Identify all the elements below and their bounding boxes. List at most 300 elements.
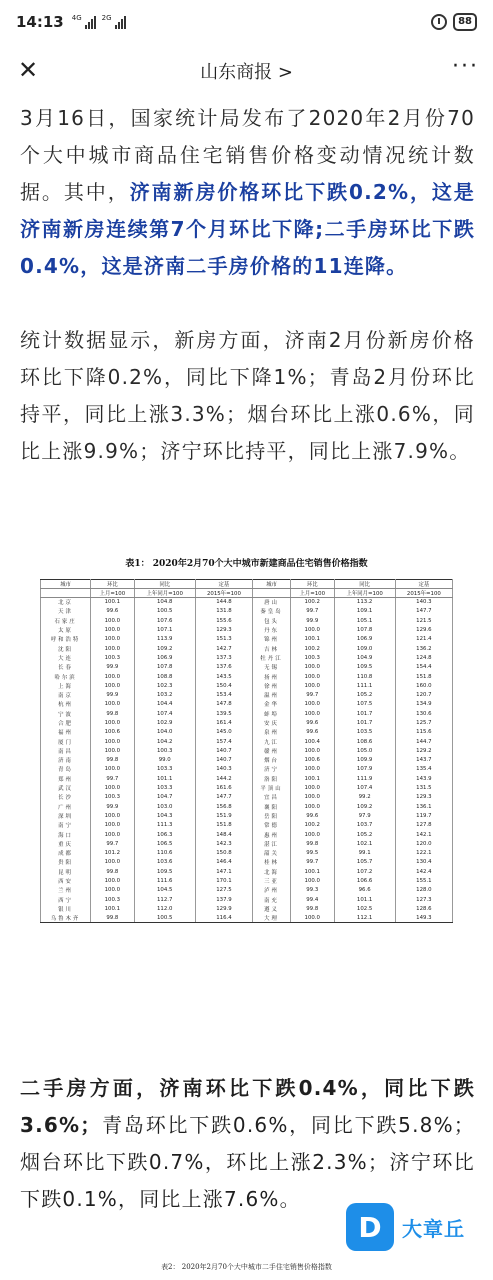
battery-icon: 88 (453, 13, 477, 31)
table-cell: 烟台 (253, 756, 291, 765)
table-cell: 100.2 (290, 644, 334, 653)
table-cell: 100.1 (91, 598, 135, 607)
table-cell: 143.7 (395, 756, 452, 765)
table-row (41, 849, 453, 858)
table-cell: 106.9 (134, 653, 195, 662)
logo-badge-icon: D (346, 1203, 394, 1251)
table-row (41, 811, 453, 820)
table-cell: 129.2 (395, 746, 452, 755)
table-body (41, 598, 453, 923)
table-cell: 郑州 (41, 774, 91, 783)
table-cell: 127.8 (395, 821, 452, 830)
table-cell: 115.6 (395, 728, 452, 737)
table-cell: 109.2 (134, 644, 195, 653)
table-cell: 146.4 (195, 858, 252, 867)
price-index-table (40, 579, 453, 923)
table-cell: 111.1 (334, 681, 395, 690)
table-header-cell: 同比 (334, 580, 395, 589)
table-cell: 121.4 (395, 635, 452, 644)
table-cell: 沈阳 (41, 644, 91, 653)
table-cell: 129.6 (395, 625, 452, 634)
table-cell: 天津 (41, 607, 91, 616)
table-cell: 147.7 (395, 607, 452, 616)
table-cell: 107.9 (334, 765, 395, 774)
table-subheader-cell: 上年同月=100 (334, 589, 395, 598)
article-body (20, 100, 475, 470)
table-cell: 106.5 (134, 839, 195, 848)
table-cell: 99.3 (290, 886, 334, 895)
table-cell: 西宁 (41, 895, 91, 904)
table-cell: 139.5 (195, 709, 252, 718)
table-cell: 常德 (253, 821, 291, 830)
table-cell: 104.8 (134, 598, 195, 607)
table-cell: 120.7 (395, 690, 452, 699)
table-cell: 100.3 (134, 746, 195, 755)
table-cell: 170.1 (195, 876, 252, 885)
table-row (41, 774, 453, 783)
table-cell: 成都 (41, 849, 91, 858)
table-cell: 109.1 (334, 607, 395, 616)
table-cell: 134.9 (395, 700, 452, 709)
table-row (41, 681, 453, 690)
table-cell: 142.7 (195, 644, 252, 653)
table-cell: 105.7 (334, 858, 395, 867)
table-cell: 青岛 (41, 765, 91, 774)
table-cell: 108.8 (134, 672, 195, 681)
table-cell: 99.7 (91, 839, 135, 848)
nav-bar (0, 44, 493, 96)
table-cell: 100.3 (290, 653, 334, 662)
table-cell: 大连 (41, 653, 91, 662)
table-cell: 温州 (253, 690, 291, 699)
table-cell: 99.9 (290, 616, 334, 625)
alarm-icon (431, 14, 447, 30)
table-cell: 144.7 (395, 737, 452, 746)
table-cell: 100.0 (91, 616, 135, 625)
table-cell: 109.5 (134, 867, 195, 876)
table-cell: 100.5 (134, 607, 195, 616)
paragraph-1 (20, 100, 475, 285)
table-cell: 100.0 (290, 876, 334, 885)
table-cell: 唐山 (253, 598, 291, 607)
table-cell: 北海 (253, 867, 291, 876)
table-cell: 128.0 (395, 886, 452, 895)
table-cell: 103.5 (334, 728, 395, 737)
table-cell: 137.9 (195, 895, 252, 904)
table-cell: 平顶山 (253, 783, 291, 792)
table-cell: 137.6 (195, 663, 252, 672)
table-subheader-cell: 上年同月=100 (134, 589, 195, 598)
table-cell: 137.3 (195, 653, 252, 662)
table-cell: 100.4 (290, 737, 334, 746)
table-cell: 100.0 (290, 914, 334, 923)
table-cell: 99.9 (91, 802, 135, 811)
table-cell: 99.9 (91, 663, 135, 672)
table-cell: 100.1 (290, 867, 334, 876)
paragraph-2: 统计数据显示，新房方面，济南2月份新房价格环比下降0.2%，同比下降1%；青岛2月份环比持平，同比上涨3.3%；烟台环比上涨0.6%，同比上涨9.9%；济宁环比持平，同比上涨7.9%。 (20, 328, 475, 463)
table-row (41, 690, 453, 699)
account-title-link[interactable]: 山东商报 > (200, 62, 293, 83)
table-cell: 厦门 (41, 737, 91, 746)
table-cell: 113.9 (134, 635, 195, 644)
table-cell: 121.5 (395, 616, 452, 625)
table-cell: 贵阳 (41, 858, 91, 867)
table-cell: 100.0 (91, 821, 135, 830)
table-cell: 109.9 (334, 756, 395, 765)
table-cell: 100.0 (91, 644, 135, 653)
table-cell: 147.1 (195, 867, 252, 876)
table-cell: 144.2 (195, 774, 252, 783)
table-cell: 104.9 (334, 653, 395, 662)
table-cell: 107.8 (334, 625, 395, 634)
table-cell: 142.3 (195, 839, 252, 848)
table-cell: 119.7 (395, 811, 452, 820)
table-cell: 147.7 (195, 793, 252, 802)
table-cell: 101.2 (91, 849, 135, 858)
table-cell: 151.8 (195, 821, 252, 830)
table-row (41, 672, 453, 681)
table-row (41, 858, 453, 867)
table-cell: 100.0 (91, 858, 135, 867)
table-1-title: 表1： 2020年2月70个大中城市新建商品住宅销售价格指数 (125, 559, 368, 569)
table-cell: 上海 (41, 681, 91, 690)
table-cell: 100.0 (290, 746, 334, 755)
table-cell: 100.0 (290, 672, 334, 681)
table-cell: 100.3 (91, 653, 135, 662)
table-cell: 107.1 (134, 625, 195, 634)
table-cell: 104.5 (134, 886, 195, 895)
status-time: 14:13 (16, 13, 64, 31)
table-cell: 129.3 (395, 793, 452, 802)
paragraph-3-text-a: 二手房方面，济南环比下跌0.4%，同比下跌3.6%； (20, 1076, 475, 1137)
table-cell: 100.1 (290, 635, 334, 644)
table-cell: 遵义 (253, 904, 291, 913)
table-cell: 111.6 (134, 876, 195, 885)
table-cell: 111.9 (334, 774, 395, 783)
table-cell: 福州 (41, 728, 91, 737)
table-cell: 99.8 (290, 839, 334, 848)
table-cell: 银川 (41, 904, 91, 913)
table-cell: 100.0 (91, 811, 135, 820)
table-cell: 127.5 (195, 886, 252, 895)
table-cell: 161.4 (195, 718, 252, 727)
table-cell: 100.3 (91, 895, 135, 904)
table-cell: 99.5 (290, 849, 334, 858)
table-cell: 107.8 (134, 663, 195, 672)
table-cell: 济宁 (253, 765, 291, 774)
table-cell: 111.3 (134, 821, 195, 830)
table-cell: 蚌埠 (253, 709, 291, 718)
table-row (41, 607, 453, 616)
table-cell: 100.0 (91, 876, 135, 885)
table-cell: 110.6 (134, 849, 195, 858)
table-cell: 南宁 (41, 821, 91, 830)
table-cell: 100.0 (290, 793, 334, 802)
table-figure-1 (40, 548, 453, 923)
table-cell: 108.6 (334, 737, 395, 746)
table-row (41, 653, 453, 662)
table-cell: 深圳 (41, 811, 91, 820)
table-cell: 127.3 (395, 895, 452, 904)
table-cell: 100.0 (290, 830, 334, 839)
table-cell: 128.6 (395, 904, 452, 913)
table-cell: 148.4 (195, 830, 252, 839)
table-cell: 长沙 (41, 793, 91, 802)
table-cell: 100.0 (91, 737, 135, 746)
table-cell: 100.0 (91, 700, 135, 709)
table-row (41, 728, 453, 737)
table-cell: 107.2 (334, 867, 395, 876)
table-cell: 112.0 (134, 904, 195, 913)
table-cell: 吉林 (253, 644, 291, 653)
table-cell: 100.1 (290, 774, 334, 783)
table-cell: 151.3 (195, 635, 252, 644)
table-cell: 104.3 (134, 811, 195, 820)
table-cell: 101.1 (134, 774, 195, 783)
table-cell: 113.2 (334, 598, 395, 607)
table-cell: 乌鲁木齐 (41, 914, 91, 923)
table-cell: 116.4 (195, 914, 252, 923)
table-cell: 103.3 (134, 765, 195, 774)
table-cell: 112.7 (134, 895, 195, 904)
table-row (41, 914, 453, 923)
table-cell: 103.7 (334, 821, 395, 830)
table-cell: 140.7 (195, 756, 252, 765)
table-cell: 143.9 (395, 774, 452, 783)
table-subheader-cell (41, 589, 91, 598)
paragraph-3-text-b: 青岛环比下跌0.6%，同比下跌5.8%；烟台环比下跌0.7%，环比上涨2.3%；济宁环比下跌0.1%，同比上涨7.6%。 (20, 1113, 475, 1211)
table-cell: 136.2 (395, 644, 452, 653)
table-cell: 99.6 (91, 607, 135, 616)
table-subheader-cell: 2015年=100 (195, 589, 252, 598)
table-row (41, 821, 453, 830)
table-cell: 107.6 (134, 616, 195, 625)
table-row (41, 644, 453, 653)
table-cell: 124.8 (395, 653, 452, 662)
table-cell: 99.8 (290, 904, 334, 913)
table-cell: 103.6 (134, 858, 195, 867)
table-cell: 100.2 (290, 598, 334, 607)
table-row (41, 756, 453, 765)
table-cell: 100.1 (91, 904, 135, 913)
table-row (41, 635, 453, 644)
table-header-cell: 同比 (134, 580, 195, 589)
table-cell: 重庆 (41, 839, 91, 848)
table-row (41, 830, 453, 839)
table-row (41, 783, 453, 792)
table-cell: 125.7 (395, 718, 452, 727)
table-cell: 135.4 (395, 765, 452, 774)
table-cell: 102.1 (334, 839, 395, 848)
table-subheader-cell: 上月=100 (290, 589, 334, 598)
table-header-cell: 城市 (41, 580, 91, 589)
table-cell: 129.3 (195, 625, 252, 634)
table-cell: 海口 (41, 830, 91, 839)
table-row (41, 598, 453, 607)
table-cell: 149.3 (395, 914, 452, 923)
table-row (41, 895, 453, 904)
table-row (41, 904, 453, 913)
table-cell: 145.0 (195, 728, 252, 737)
table-cell: 桂林 (253, 858, 291, 867)
table-cell: 秦皇岛 (253, 607, 291, 616)
signal-icon-1: 4G (72, 15, 96, 29)
table-cell: 100.2 (290, 821, 334, 830)
watermark-logo (346, 1203, 465, 1251)
table-row (41, 886, 453, 895)
table-row (41, 700, 453, 709)
table-cell: 130.6 (395, 709, 452, 718)
table-cell: 100.0 (91, 746, 135, 755)
table-cell: 广州 (41, 802, 91, 811)
table-cell: 100.0 (290, 783, 334, 792)
table-cell: 100.0 (91, 886, 135, 895)
table-row (41, 737, 453, 746)
table-cell: 99.8 (91, 709, 135, 718)
table-header-row (41, 580, 453, 589)
table-cell: 107.4 (334, 783, 395, 792)
table-cell: 150.8 (195, 849, 252, 858)
table-cell: 105.1 (334, 616, 395, 625)
table-header-cell: 定基 (395, 580, 452, 589)
table-cell: 107.5 (334, 700, 395, 709)
table-cell: 151.9 (195, 811, 252, 820)
table-cell: 牡丹江 (253, 653, 291, 662)
table-cell: 襄阳 (253, 802, 291, 811)
table-cell: 石家庄 (41, 616, 91, 625)
table-cell: 合肥 (41, 718, 91, 727)
table-cell: 宁波 (41, 709, 91, 718)
table-header-cell: 定基 (195, 580, 252, 589)
table-subheader-cell: 上月=100 (91, 589, 135, 598)
table-cell: 122.1 (395, 849, 452, 858)
table-cell: 99.8 (91, 867, 135, 876)
table-cell: 131.8 (195, 607, 252, 616)
table-cell: 武汉 (41, 783, 91, 792)
table-cell: 100.0 (91, 718, 135, 727)
table-cell: 99.7 (290, 607, 334, 616)
table-cell: 99.1 (334, 849, 395, 858)
table-cell: 太原 (41, 625, 91, 634)
table-cell: 155.1 (395, 876, 452, 885)
table-cell: 100.6 (91, 728, 135, 737)
table-cell: 153.4 (195, 690, 252, 699)
table-cell: 136.1 (395, 802, 452, 811)
table-cell: 包头 (253, 616, 291, 625)
table-cell: 96.6 (334, 886, 395, 895)
table-cell: 99.6 (290, 718, 334, 727)
table-cell: 100.0 (290, 802, 334, 811)
table-cell: 104.4 (134, 700, 195, 709)
status-bar (0, 0, 493, 44)
table-cell: 105.2 (334, 690, 395, 699)
table-cell: 104.2 (134, 737, 195, 746)
table-header-cell: 环比 (290, 580, 334, 589)
table-cell: 144.8 (195, 598, 252, 607)
table-cell: 100.0 (290, 709, 334, 718)
table-cell: 南京 (41, 690, 91, 699)
close-icon[interactable]: ✕ (17, 56, 39, 84)
table-cell: 147.8 (195, 700, 252, 709)
table-row (41, 876, 453, 885)
table-cell: 97.9 (334, 811, 395, 820)
table-row (41, 765, 453, 774)
table-cell: 99.7 (290, 858, 334, 867)
table-header-cell: 城市 (253, 580, 291, 589)
table-cell: 赣州 (253, 746, 291, 755)
table-cell: 99.0 (134, 756, 195, 765)
table-cell: 宜昌 (253, 793, 291, 802)
paragraph-1-text: 3月16日，国家统计局发布了2020年2月份70个大中城市商品住宅销售价格变动情况统计数据。其中， (20, 106, 475, 204)
table-cell: 131.5 (395, 783, 452, 792)
table-cell: 150.4 (195, 681, 252, 690)
table-row (41, 839, 453, 848)
more-options-icon[interactable]: ··· (452, 54, 479, 79)
table-cell: 109.0 (334, 644, 395, 653)
table-cell: 155.6 (195, 616, 252, 625)
table-cell: 兰州 (41, 886, 91, 895)
table-row (41, 746, 453, 755)
table-subheader-cell (253, 589, 291, 598)
table-cell: 99.6 (290, 728, 334, 737)
table-cell: 109.5 (334, 663, 395, 672)
table-cell: 九江 (253, 737, 291, 746)
table-cell: 湛江 (253, 839, 291, 848)
table-cell: 106.6 (334, 876, 395, 885)
table-cell: 100.0 (91, 672, 135, 681)
signal-icon-2: 2G (102, 15, 126, 29)
table-cell: 103.2 (134, 690, 195, 699)
table-row (41, 663, 453, 672)
table-cell: 140.3 (395, 598, 452, 607)
table-2-title: 表2： 2020年2月70个大中城市二手住宅销售价格指数 (161, 1263, 332, 1271)
table-cell: 157.4 (195, 737, 252, 746)
table-cell: 泉州 (253, 728, 291, 737)
table-header-cell: 环比 (91, 580, 135, 589)
table-cell: 154.4 (395, 663, 452, 672)
table-cell: 106.3 (134, 830, 195, 839)
table-cell: 扬州 (253, 672, 291, 681)
table-cell: 129.9 (195, 904, 252, 913)
table-cell: 100.0 (290, 625, 334, 634)
table-cell: 142.1 (395, 830, 452, 839)
table-cell: 142.4 (395, 867, 452, 876)
table-row (41, 625, 453, 634)
table-cell: 160.0 (395, 681, 452, 690)
table-row (41, 709, 453, 718)
table-cell: 锦州 (253, 635, 291, 644)
table-cell: 南充 (253, 895, 291, 904)
table-cell: 104.0 (134, 728, 195, 737)
table-row (41, 867, 453, 876)
table-cell: 100.0 (91, 625, 135, 634)
table-row (41, 793, 453, 802)
table-cell: 北京 (41, 598, 91, 607)
table-cell: 丹东 (253, 625, 291, 634)
table-cell: 100.0 (290, 663, 334, 672)
table-cell: 99.4 (290, 895, 334, 904)
table-cell: 120.0 (395, 839, 452, 848)
table-cell: 徐州 (253, 681, 291, 690)
table-cell: 143.5 (195, 672, 252, 681)
table-cell: 洛阳 (253, 774, 291, 783)
table-cell: 99.7 (290, 690, 334, 699)
table-cell: 三亚 (253, 876, 291, 885)
table-cell: 102.5 (334, 904, 395, 913)
table-cell: 呼和浩特 (41, 635, 91, 644)
table-cell: 106.9 (334, 635, 395, 644)
table-row (41, 802, 453, 811)
